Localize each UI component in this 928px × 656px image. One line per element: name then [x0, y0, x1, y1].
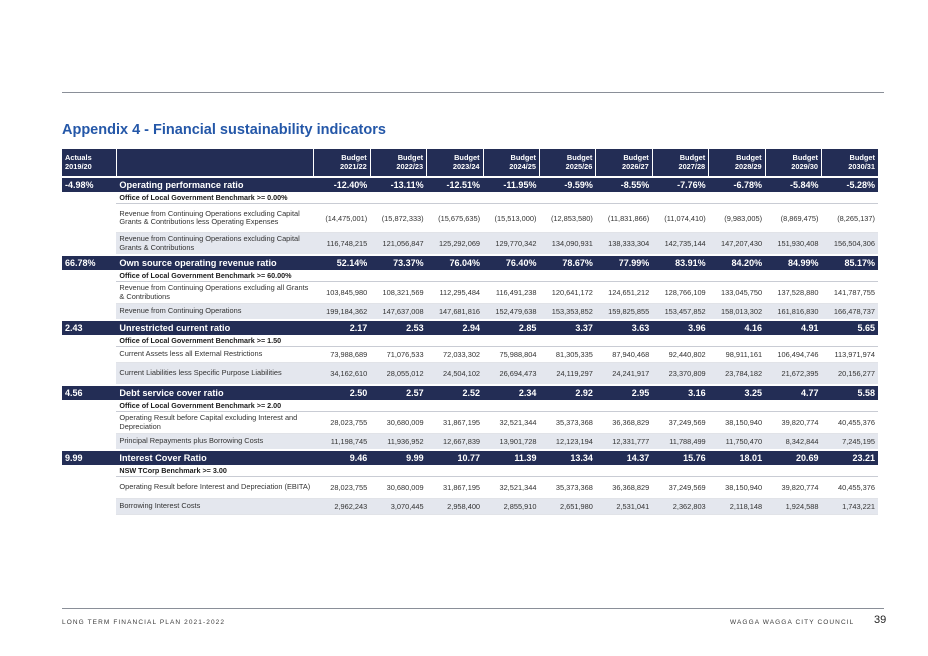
- top-divider: [62, 92, 884, 93]
- ratio-value: -6.78%: [709, 177, 765, 192]
- header-budget-year: [821, 149, 878, 177]
- row-value: (8,265,137): [821, 204, 878, 233]
- ratio-actual: 4.56: [62, 385, 116, 400]
- header-line: Budget: [736, 152, 762, 162]
- ratio-value: -9.59%: [539, 177, 595, 192]
- bottom-divider: [62, 608, 884, 609]
- row-value: 2,651,980: [539, 499, 595, 515]
- benchmark-label: Office of Local Government Benchmark >= 60.00%: [116, 270, 878, 282]
- ratio-value: 3.63: [596, 320, 652, 335]
- row-value: 159,825,855: [596, 304, 652, 321]
- spacer-cell: [62, 363, 116, 386]
- spacer-cell: [62, 465, 116, 477]
- header-line: Budget: [623, 152, 649, 162]
- ratio-value: 83.91%: [652, 255, 708, 270]
- row-value: 166,478,737: [821, 304, 878, 321]
- ratio-value: 11.39: [483, 450, 539, 465]
- row-value: 129,770,342: [483, 233, 539, 256]
- ratio-name: Unrestricted current ratio: [116, 320, 313, 335]
- row-value: 24,119,297: [539, 363, 595, 386]
- row-value: 147,681,816: [427, 304, 483, 321]
- row-value: (9,983,005): [709, 204, 765, 233]
- row-value: 32,521,344: [483, 412, 539, 434]
- spacer-cell: [62, 434, 116, 451]
- ratio-value: -13.11%: [370, 177, 426, 192]
- footer-document-title: LONG TERM FINANCIAL PLAN 2021-2022: [62, 619, 226, 626]
- header-line: Budget: [679, 152, 706, 162]
- header-line: 2023/24: [452, 161, 480, 171]
- header-budget-year: [652, 149, 708, 177]
- row-value: 2,855,910: [483, 499, 539, 515]
- row-value: 92,440,802: [652, 347, 708, 363]
- benchmark-row: [62, 270, 878, 282]
- row-label: Revenue from Continuing Operations: [116, 304, 313, 321]
- row-value: 153,353,852: [539, 304, 595, 321]
- ratio-value: 15.76: [652, 450, 708, 465]
- ratio-value: 2.17: [314, 320, 370, 335]
- row-label: Revenue from Continuing Operations excluding Capital Grants & Contributions less Operating Expenses: [116, 204, 313, 233]
- benchmark-label: Office of Local Government Benchmark >= 0.00%: [116, 192, 878, 204]
- row-value: 134,090,931: [539, 233, 595, 256]
- ratio-value: 9.99: [370, 450, 426, 465]
- footer-organisation: WAGGA WAGGA CITY COUNCIL: [730, 619, 855, 626]
- row-value: 103,845,980: [314, 282, 370, 304]
- ratio-value: 14.37: [596, 450, 652, 465]
- ratio-value: 52.14%: [314, 255, 370, 270]
- header-budget-year: [765, 149, 821, 177]
- row-value: 20,156,277: [821, 363, 878, 386]
- header-line: 2021/22: [340, 161, 367, 171]
- ratio-name: Operating performance ratio: [116, 177, 313, 192]
- ratio-value: 5.65: [821, 320, 878, 335]
- row-value: 106,494,746: [765, 347, 821, 363]
- row-value: 116,748,215: [314, 233, 370, 256]
- row-value: (8,869,475): [765, 204, 821, 233]
- row-value: 36,368,829: [596, 477, 652, 499]
- row-value: (14,475,001): [314, 204, 370, 233]
- header-line: Budget: [510, 152, 536, 162]
- ratio-row: [62, 255, 878, 270]
- benchmark-label: Office of Local Government Benchmark >= 1.50: [116, 335, 878, 347]
- row-value: 75,988,804: [483, 347, 539, 363]
- header-budget-year: [314, 149, 370, 177]
- ratio-value: 2.34: [483, 385, 539, 400]
- row-value: 40,455,376: [821, 477, 878, 499]
- ratio-value: 4.91: [765, 320, 821, 335]
- header-line: Budget: [849, 152, 875, 162]
- ratio-value: 76.04%: [427, 255, 483, 270]
- row-value: 21,672,395: [765, 363, 821, 386]
- ratio-value: 3.96: [652, 320, 708, 335]
- header-line: Actuals: [65, 152, 92, 162]
- ratio-row: [62, 177, 878, 192]
- row-value: 2,962,243: [314, 499, 370, 515]
- ratio-value: 78.67%: [539, 255, 595, 270]
- row-value: 141,787,755: [821, 282, 878, 304]
- spacer-cell: [62, 192, 116, 204]
- header-line: 2019/20: [65, 161, 92, 171]
- ratio-value: 9.46: [314, 450, 370, 465]
- row-value: 199,184,362: [314, 304, 370, 321]
- header-budget-year: [370, 149, 426, 177]
- ratio-row: [62, 385, 878, 400]
- row-value: 71,076,533: [370, 347, 426, 363]
- spacer-cell: [62, 233, 116, 256]
- row-value: 73,988,689: [314, 347, 370, 363]
- row-label: Current Liabilities less Specific Purpose Liabilities: [116, 363, 313, 386]
- table-row: [62, 347, 878, 363]
- spacer-cell: [62, 304, 116, 321]
- row-value: 40,455,376: [821, 412, 878, 434]
- header-line: Budget: [454, 152, 480, 162]
- row-value: (12,853,580): [539, 204, 595, 233]
- row-label: Operating Result before Capital excluding Interest and Depreciation: [116, 412, 313, 434]
- ratio-value: 4.77: [765, 385, 821, 400]
- spacer-cell: [62, 400, 116, 412]
- table-row: [62, 412, 878, 434]
- header-budget-year: [483, 149, 539, 177]
- ratio-actual: -4.98%: [62, 177, 116, 192]
- ratio-value: 2.85: [483, 320, 539, 335]
- row-value: 152,479,638: [483, 304, 539, 321]
- ratio-value: 73.37%: [370, 255, 426, 270]
- row-value: 31,867,195: [427, 412, 483, 434]
- row-value: 128,766,109: [652, 282, 708, 304]
- row-value: 161,816,830: [765, 304, 821, 321]
- ratio-value: 3.25: [709, 385, 765, 400]
- row-value: 24,504,102: [427, 363, 483, 386]
- ratio-value: 2.94: [427, 320, 483, 335]
- row-value: 38,150,940: [709, 412, 765, 434]
- ratio-value: 84.99%: [765, 255, 821, 270]
- row-value: 156,504,306: [821, 233, 878, 256]
- row-label: Current Assets less all External Restrictions: [116, 347, 313, 363]
- ratio-value: -5.28%: [821, 177, 878, 192]
- header-line: 2030/31: [848, 161, 875, 171]
- ratio-value: 5.58: [821, 385, 878, 400]
- row-value: 39,820,774: [765, 412, 821, 434]
- row-value: 32,521,344: [483, 477, 539, 499]
- table-header-row: [62, 149, 878, 177]
- header-line: 2028/29: [734, 161, 762, 171]
- row-value: 13,901,728: [483, 434, 539, 451]
- row-value: 37,249,569: [652, 412, 708, 434]
- benchmark-row: [62, 192, 878, 204]
- row-value: 125,292,069: [427, 233, 483, 256]
- ratio-actual: 66.78%: [62, 255, 116, 270]
- row-value: 124,651,212: [596, 282, 652, 304]
- ratio-value: 77.99%: [596, 255, 652, 270]
- row-value: 35,373,368: [539, 477, 595, 499]
- table-row: [62, 434, 878, 451]
- row-value: 24,241,917: [596, 363, 652, 386]
- benchmark-label: NSW TCorp Benchmark >= 3.00: [116, 465, 878, 477]
- row-value: 3,070,445: [370, 499, 426, 515]
- row-value: 11,750,470: [709, 434, 765, 451]
- ratio-value: -7.76%: [652, 177, 708, 192]
- row-value: 28,055,012: [370, 363, 426, 386]
- ratio-actual: 9.99: [62, 450, 116, 465]
- benchmark-label: Office of Local Government Benchmark >= 2.00: [116, 400, 878, 412]
- spacer-cell: [62, 204, 116, 233]
- ratio-value: 2.95: [596, 385, 652, 400]
- ratio-value: -5.84%: [765, 177, 821, 192]
- row-label: Principal Repayments plus Borrowing Costs: [116, 434, 313, 451]
- row-value: (15,513,000): [483, 204, 539, 233]
- row-value: 108,321,569: [370, 282, 426, 304]
- row-value: 34,162,610: [314, 363, 370, 386]
- row-value: (11,074,410): [652, 204, 708, 233]
- row-value: 72,033,302: [427, 347, 483, 363]
- ratio-value: -11.95%: [483, 177, 539, 192]
- ratio-row: [62, 320, 878, 335]
- row-value: 2,118,148: [709, 499, 765, 515]
- row-value: 28,023,755: [314, 412, 370, 434]
- header-line: Budget: [792, 152, 818, 162]
- row-value: 133,045,750: [709, 282, 765, 304]
- row-value: 8,342,844: [765, 434, 821, 451]
- row-value: 11,788,499: [652, 434, 708, 451]
- spacer-cell: [62, 270, 116, 282]
- page-number: 39: [874, 614, 887, 626]
- ratio-value: -8.55%: [596, 177, 652, 192]
- row-value: 26,694,473: [483, 363, 539, 386]
- header-line: 2025/26: [565, 161, 593, 171]
- row-value: 112,295,484: [427, 282, 483, 304]
- row-value: 35,373,368: [539, 412, 595, 434]
- header-actuals: [62, 149, 116, 177]
- ratio-value: 3.37: [539, 320, 595, 335]
- row-value: 116,491,238: [483, 282, 539, 304]
- row-value: 28,023,755: [314, 477, 370, 499]
- row-value: (15,872,333): [370, 204, 426, 233]
- spacer-cell: [62, 412, 116, 434]
- row-value: 1,743,221: [821, 499, 878, 515]
- spacer-cell: [62, 499, 116, 515]
- row-value: 37,249,569: [652, 477, 708, 499]
- ratio-row: [62, 450, 878, 465]
- row-label: Revenue from Continuing Operations excluding all Grants & Contributions: [116, 282, 313, 304]
- row-label: Operating Result before Interest and Depreciation (EBITA): [116, 477, 313, 499]
- row-value: 87,940,468: [596, 347, 652, 363]
- row-value: 30,680,009: [370, 412, 426, 434]
- row-label: Revenue from Continuing Operations excluding Capital Grants & Contributions: [116, 233, 313, 256]
- row-value: 158,013,302: [709, 304, 765, 321]
- row-value: 1,924,588: [765, 499, 821, 515]
- row-value: 12,123,194: [539, 434, 595, 451]
- ratio-name: Interest Cover Ratio: [116, 450, 313, 465]
- header-budget-year: [709, 149, 765, 177]
- spacer-cell: [62, 335, 116, 347]
- header-line: 2022/23: [396, 161, 424, 171]
- ratio-value: 85.17%: [821, 255, 878, 270]
- ratio-value: 23.21: [821, 450, 878, 465]
- table-row: [62, 282, 878, 304]
- benchmark-row: [62, 400, 878, 412]
- ratio-value: 84.20%: [709, 255, 765, 270]
- row-value: 151,930,408: [765, 233, 821, 256]
- ratio-value: 76.40%: [483, 255, 539, 270]
- row-value: (15,675,635): [427, 204, 483, 233]
- header-line: Budget: [566, 152, 593, 162]
- benchmark-row: [62, 465, 878, 477]
- ratio-value: 20.69: [765, 450, 821, 465]
- ratio-value: 2.52: [427, 385, 483, 400]
- row-value: 98,911,161: [709, 347, 765, 363]
- ratio-name: Own source operating revenue ratio: [116, 255, 313, 270]
- benchmark-row: [62, 335, 878, 347]
- ratio-value: 13.34: [539, 450, 595, 465]
- header-line: 2026/27: [622, 161, 649, 171]
- header-line: 2027/28: [678, 161, 706, 171]
- row-value: 147,637,008: [370, 304, 426, 321]
- ratio-value: 2.50: [314, 385, 370, 400]
- ratio-value: -12.40%: [314, 177, 370, 192]
- row-value: 153,457,852: [652, 304, 708, 321]
- ratio-value: 2.92: [539, 385, 595, 400]
- ratio-value: 2.57: [370, 385, 426, 400]
- row-value: 142,735,144: [652, 233, 708, 256]
- row-value: 11,936,952: [370, 434, 426, 451]
- row-value: 11,198,745: [314, 434, 370, 451]
- row-value: 36,368,829: [596, 412, 652, 434]
- financial-indicators-table: [62, 149, 878, 515]
- row-label: Borrowing Interest Costs: [116, 499, 313, 515]
- ratio-value: 18.01: [709, 450, 765, 465]
- header-line: 2024/25: [509, 161, 536, 171]
- page-title: Appendix 4 - Financial sustainability indicators: [62, 122, 386, 138]
- spacer-cell: [62, 477, 116, 499]
- table-row: [62, 233, 878, 256]
- ratio-value: 3.16: [652, 385, 708, 400]
- row-value: 138,333,304: [596, 233, 652, 256]
- row-value: 120,641,172: [539, 282, 595, 304]
- table-row: [62, 477, 878, 499]
- row-value: 137,528,880: [765, 282, 821, 304]
- table-row: [62, 204, 878, 233]
- ratio-name: Debt service cover ratio: [116, 385, 313, 400]
- row-value: 81,305,335: [539, 347, 595, 363]
- row-value: 7,245,195: [821, 434, 878, 451]
- header-line: Budget: [341, 152, 367, 162]
- header-line: 2029/30: [791, 161, 818, 171]
- ratio-actual: 2.43: [62, 320, 116, 335]
- row-value: 12,331,777: [596, 434, 652, 451]
- row-value: 147,207,430: [709, 233, 765, 256]
- ratio-value: -12.51%: [427, 177, 483, 192]
- row-value: 113,971,974: [821, 347, 878, 363]
- ratio-value: 4.16: [709, 320, 765, 335]
- header-budget-year: [427, 149, 483, 177]
- table-row: [62, 363, 878, 386]
- ratio-value: 2.53: [370, 320, 426, 335]
- row-value: 39,820,774: [765, 477, 821, 499]
- spacer-cell: [62, 347, 116, 363]
- row-value: 2,958,400: [427, 499, 483, 515]
- row-value: 23,370,809: [652, 363, 708, 386]
- row-value: 2,531,041: [596, 499, 652, 515]
- row-value: 12,667,839: [427, 434, 483, 451]
- row-value: 30,680,009: [370, 477, 426, 499]
- table-row: [62, 304, 878, 321]
- row-value: 38,150,940: [709, 477, 765, 499]
- header-budget-year: [596, 149, 652, 177]
- header-budget-year: [539, 149, 595, 177]
- table-row: [62, 499, 878, 515]
- row-value: 31,867,195: [427, 477, 483, 499]
- header-line: Budget: [397, 152, 424, 162]
- row-value: 23,784,182: [709, 363, 765, 386]
- spacer-cell: [62, 282, 116, 304]
- header-indicator-blank: [116, 149, 313, 177]
- row-value: 2,362,803: [652, 499, 708, 515]
- row-value: (11,831,866): [596, 204, 652, 233]
- row-value: 121,056,847: [370, 233, 426, 256]
- ratio-value: 10.77: [427, 450, 483, 465]
